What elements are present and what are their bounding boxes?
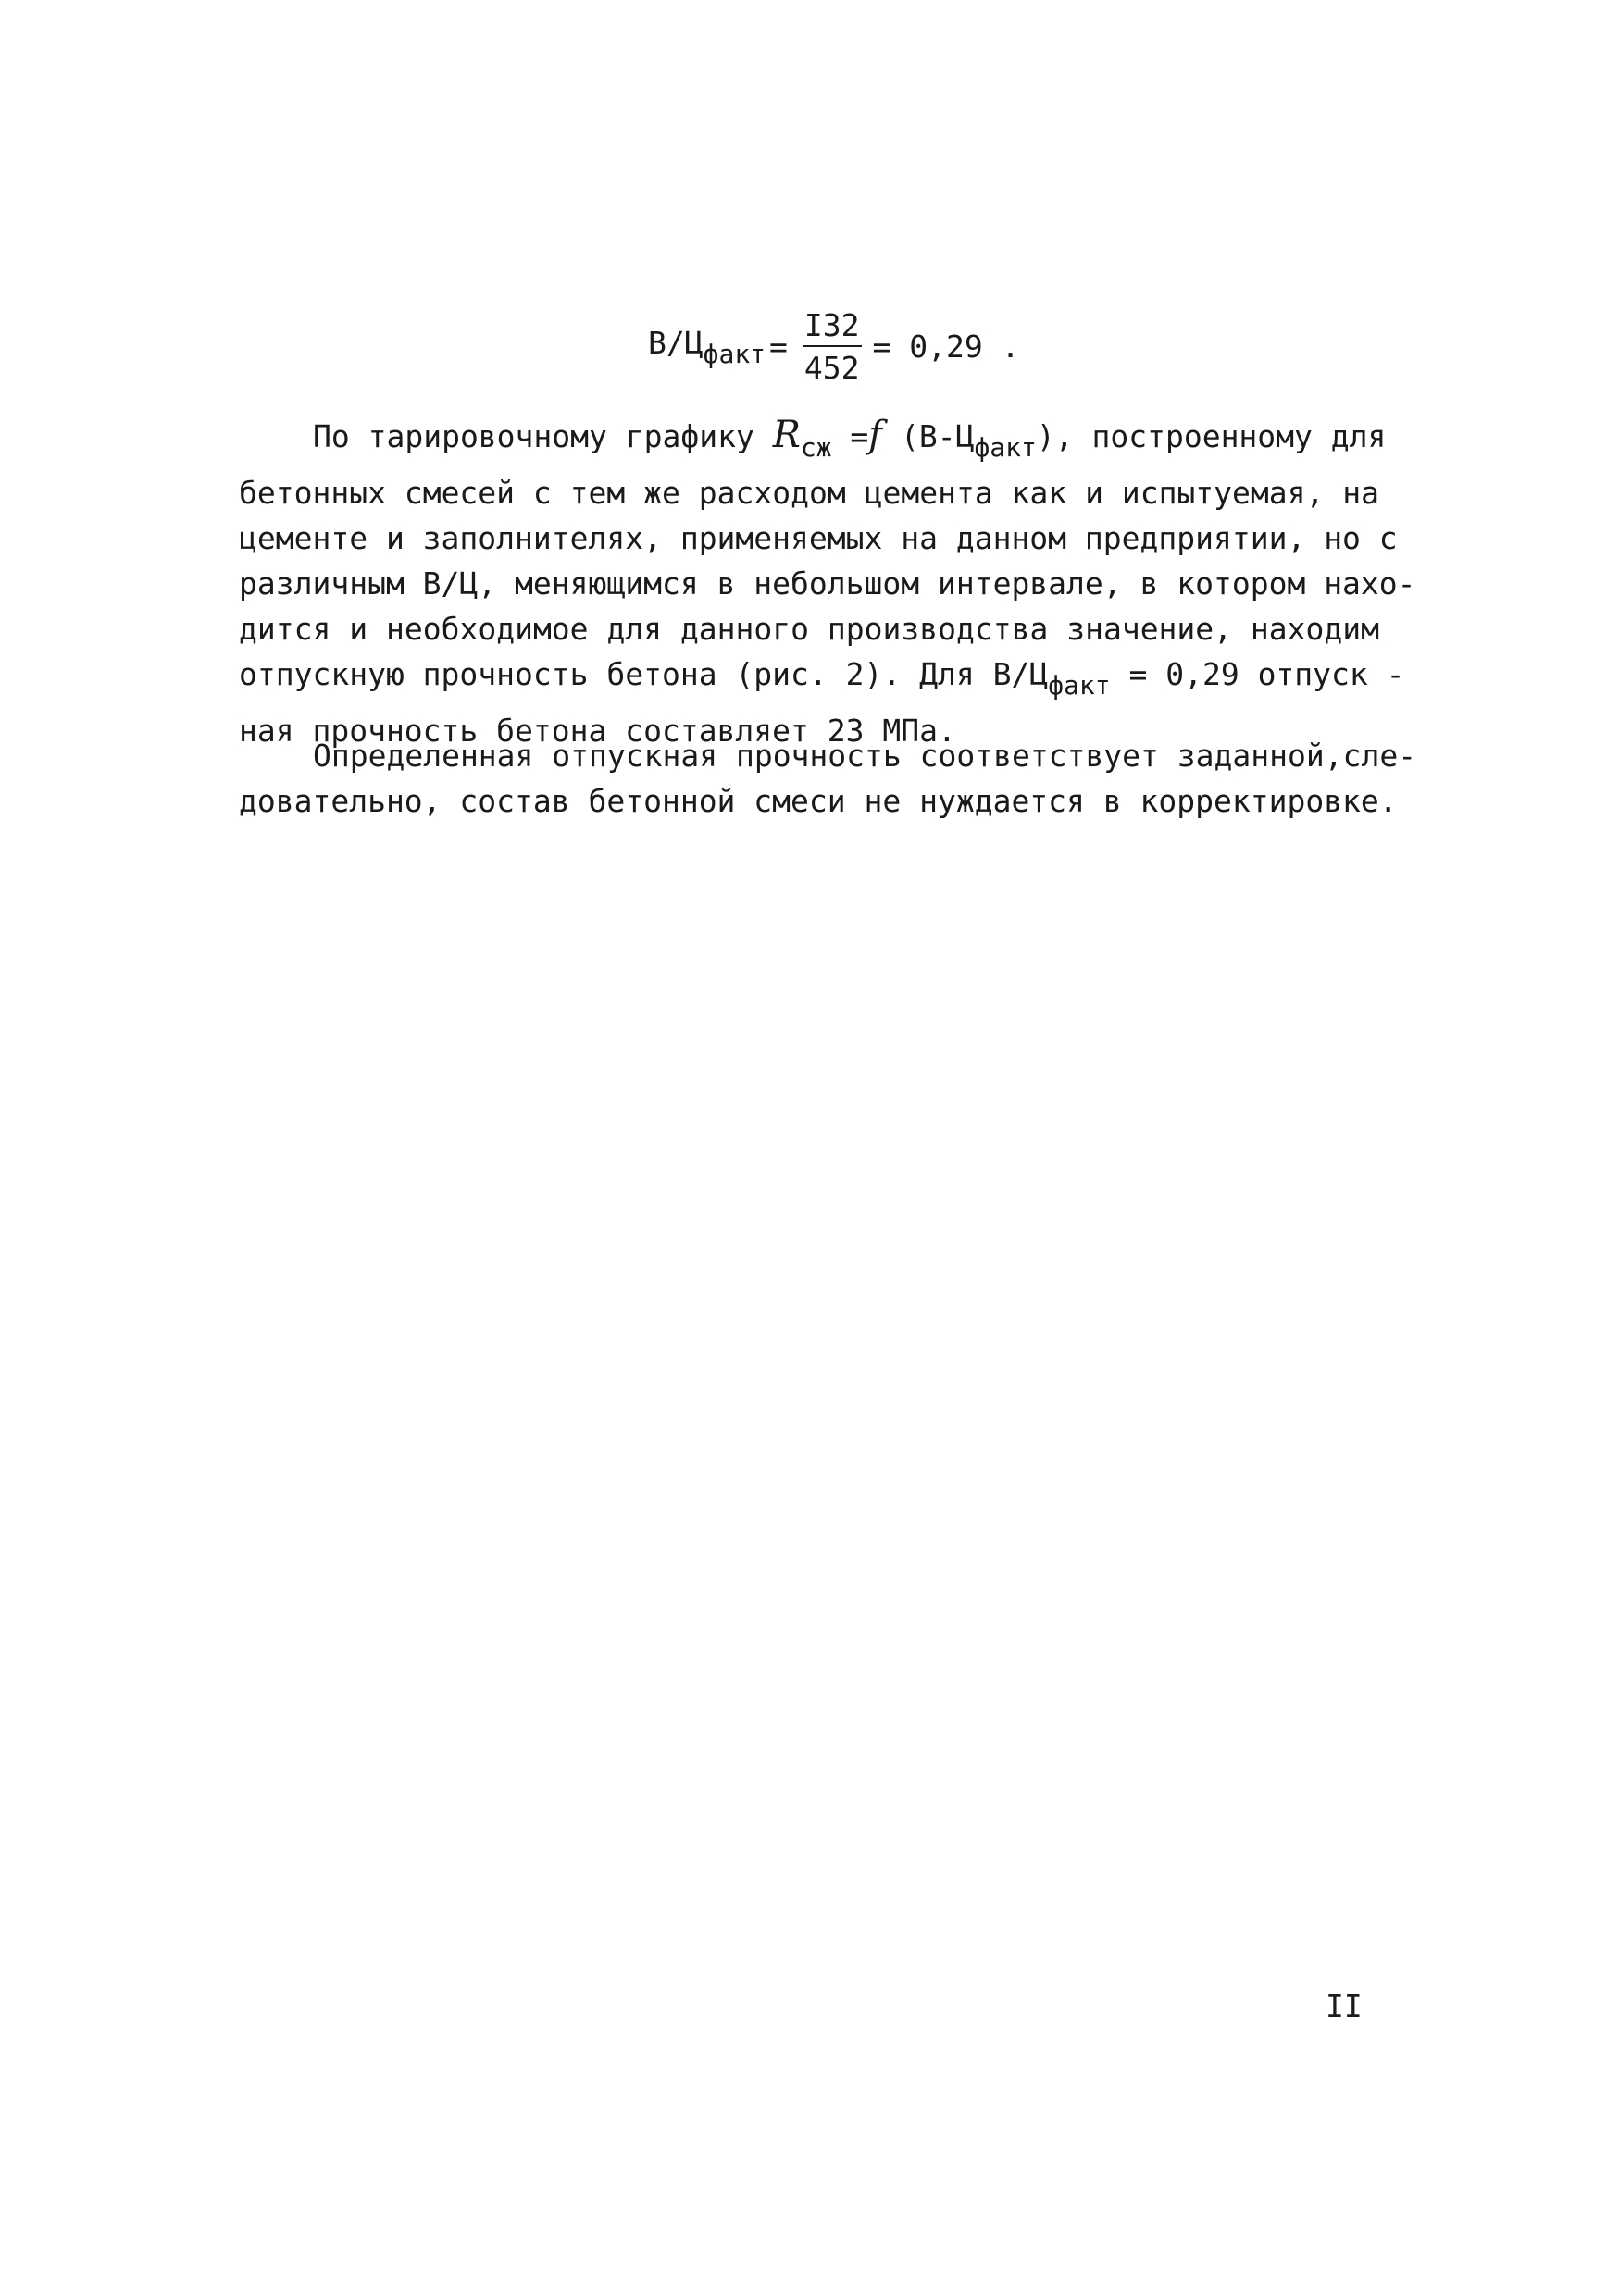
paragraph-1-line-5: дится и необходимое для данного производства значение, находим [239,611,1379,647]
formula-result: = 0,29 . [872,329,1020,366]
paragraph-1 [239,413,1416,753]
formula-numerator: I32 [803,308,862,347]
formula [648,308,1019,386]
paragraph-2 [239,733,1417,824]
paragraph-2-line-2: довательно, состав бетонной смеси не нуждается в корректировке. [239,783,1398,819]
paragraph-1-line-2: бетонных смесей с тем же расходом цемента как и испытуемая, на [239,475,1379,511]
paragraph-1-line-6: отпускную прочность бетона (рис. 2). Для $В/Ц_{факт} = 0,29$ отпуск - [239,656,1405,701]
paragraph-1-line-3: цементе и заполнителях, применяемых на данном предприятии, но с [239,520,1398,556]
formula-equals: = [769,329,788,366]
paragraph-1-line-4: различным В/Ц, меняющимся в небольшом интервале, в котором нахо- [239,565,1416,602]
formula-denominator: 452 [803,349,860,386]
formula-fraction [803,308,862,386]
paragraph-2-line-1: Определенная отпускная прочность соответствует заданной,сле- [313,738,1417,774]
paragraph-1-line-7: ная прочность бетона составляет 23 МПа. [239,713,956,749]
page-number: II [1326,1988,1363,2024]
paragraph-1-line-1: По тарировочному графику $R_{сж} =f$ $(В-Ц_{факт})$, построенному для [313,414,1387,463]
formula-lhs: $В/Ц_{факт}$ [648,324,766,369]
